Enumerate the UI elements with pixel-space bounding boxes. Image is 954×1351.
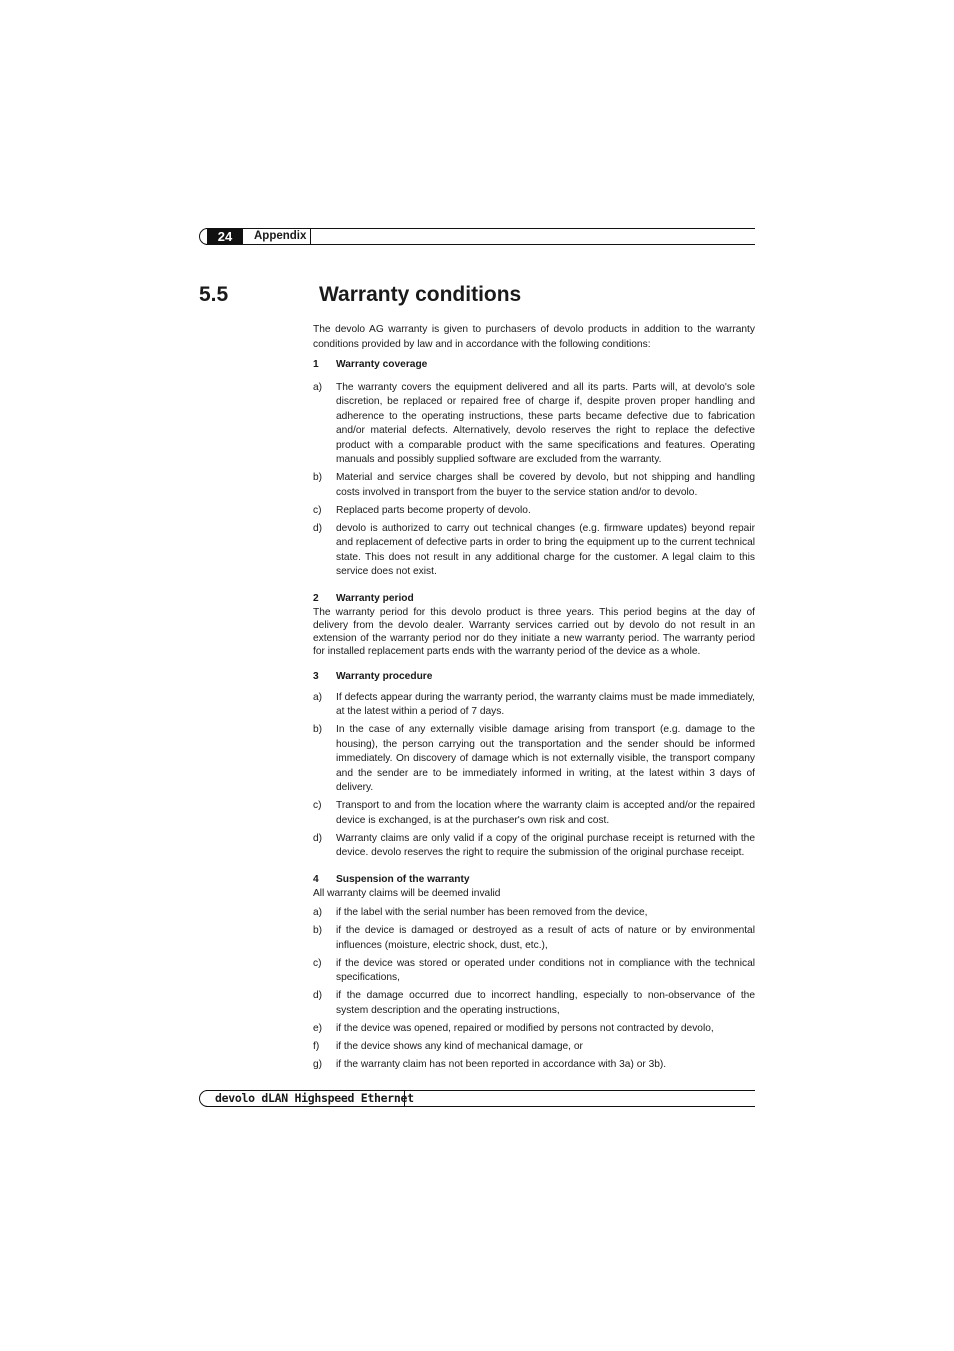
list-item: c) Transport to and from the location where the warranty claim is accepted and/or the repaired device is exchanged, is at the purchaser's own risk and cost. <box>313 800 755 826</box>
list-item: c) Replaced parts become property of devolo. <box>313 504 531 516</box>
list-item: a) if the label with the serial number has been removed from the device, <box>313 907 648 918</box>
section-1-heading: 1 Warranty coverage <box>313 359 428 370</box>
section-2-heading: 2 Warranty period <box>313 592 414 604</box>
page-footer <box>199 1090 755 1107</box>
section-number: 5.5 <box>199 283 229 306</box>
page-header <box>199 228 755 245</box>
section-4-list <box>313 906 755 1072</box>
list-item: b) if the device is damaged or destroyed as a result of acts of nature or by environmental influences (moisture, electric shock, dust, etc.), <box>313 925 755 951</box>
list-item: a) If defects appear during the warranty period, the warranty claims must be made immediately, at the latest within a period of 7 days. <box>313 691 755 717</box>
page-title: Warranty conditions <box>319 283 522 306</box>
list-item: e) if the device was opened, repaired or modified by persons not contracted by devolo, <box>313 1022 714 1034</box>
list-item: d) Warranty claims are only valid if a copy of the original purchase receipt is returned with the device. devolo reserves the right to require the submission of the original purchase receipt. <box>313 832 755 858</box>
section-3-list <box>313 691 755 861</box>
list-item: d) devolo is authorized to carry out technical changes (e.g. firmware updates) beyond repair and replacement of defective parts in order to bring the equipment up to the current technical state. This does not result in any additional charge for the customer. A legal claim to this service does not exist. <box>313 522 755 577</box>
body-column <box>313 323 755 1076</box>
section-4-paragraph: All warranty claims will be deemed invalid <box>313 888 501 899</box>
footer-cap <box>199 1090 213 1107</box>
section-1-list <box>313 381 755 580</box>
section-2-paragraph: The warranty period for this devolo product is three years. This period begins at the day of delivery from the devolo dealer. Warranty services carried out by devolo do not result in an extension of the warranty period nor do they initiate a new warranty period. The warranty period for installed replacement parts ends with the warranty period of the device as a whole. <box>313 607 755 657</box>
list-item: a) The warranty covers the equipment delivered and all its parts. Parts will, at devolo's sole discretion, be replaced or repaired free of charge if, despite proven proper handling and adherence to the operating instructions, these parts became defective due to fabrication and/or material defects. Alternatively, devolo reserves the right to replace the defective product with a comparable product with the same specifications and features. Operating manuals and possibly supplied software are excluded from the warranty. <box>313 381 755 465</box>
list-item: g) if the warranty claim has not been reported in accordance with 3a) or 3b). <box>313 1058 667 1070</box>
section-3-heading: 3 Warranty procedure <box>313 671 433 682</box>
footer-divider <box>404 1091 405 1106</box>
list-item: f) if the device shows any kind of mechanical damage, or <box>313 1040 583 1052</box>
list-item: b) Material and service charges shall be covered by devolo, but not shipping and handling costs involved in transport from the buyer to the service station and/or to devolo. <box>313 472 755 498</box>
section-4-heading: 4 Suspension of the warranty <box>313 873 470 885</box>
header-section: Appendix <box>254 230 307 242</box>
list-item: c) if the device was stored or operated under conditions not in compliance with the technical specifications, <box>313 957 755 983</box>
intro-paragraph: The devolo AG warranty is given to purchasers of devolo products in addition to the warranty conditions provided by law and in accordance with the following conditions: <box>313 324 755 350</box>
footer-product-name: devolo dLAN Highspeed Ethernet <box>215 1091 414 1105</box>
list-item: b) In the case of any externally visible damage arising from transport (e.g. damage to the housing), the person carrying out the transportation and the sender should be informed immediately. On discovery of damage which is not externally visible, the transport company and the sender are to be immediately informed in writing, at the latest within 3 days of delivery. <box>313 724 755 793</box>
list-item: d) if the damage occurred due to incorrect handling, especially to non-observance of the system description and the operating instructions, <box>313 990 755 1016</box>
page-number: 24 <box>207 228 243 245</box>
header-divider <box>310 229 311 244</box>
